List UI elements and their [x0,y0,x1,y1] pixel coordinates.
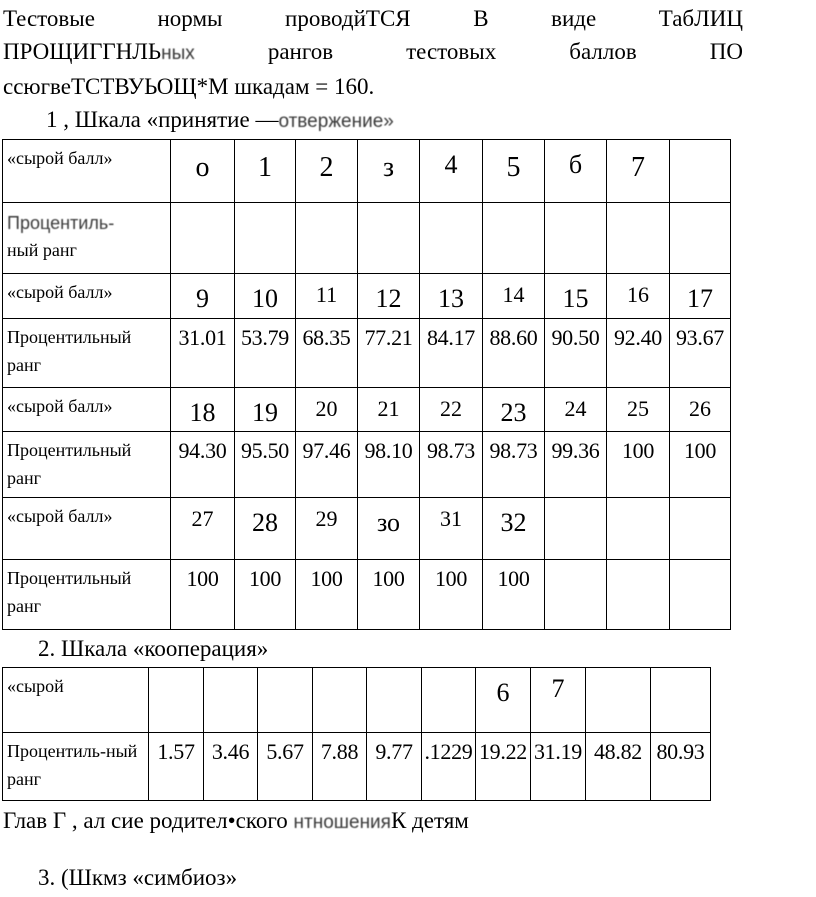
raw-score-label: «сырой балл» [3,498,171,560]
table-row [3,140,731,203]
table-cell: 100 [670,432,731,498]
table-cell: 5.67 [258,733,313,801]
table-cell: о [171,140,235,203]
table-cell [420,203,483,274]
table-cell: 100 [420,560,483,630]
intro-word: ТабЛИЦ [658,6,743,31]
footer-text: Глав Г , ал сие родител•ского [3,808,288,833]
table-cell: 100 [235,560,296,630]
scale2-heading: 2. Шкала «кооперация» [38,636,269,661]
percentile-label: Процентиль-ный ранг [3,733,149,801]
intro-word [3,35,195,70]
table-cell: 17 [670,274,731,319]
intro-line-1 [3,2,743,35]
table-cell [204,668,258,733]
intro-paragraph [3,2,743,103]
table-cell: 9 [171,274,235,319]
table-cell: 80.93 [651,733,711,801]
table-cell [586,668,651,733]
blurred-fragment: Процентиль- [7,213,115,233]
table-cell [296,203,358,274]
blurred-fragment: отвержение» [278,111,394,132]
table-row [3,498,731,560]
table-cell: 90.50 [545,319,607,388]
table-row [3,733,711,801]
intro-word: проводйТСЯ [285,6,411,31]
intro-word: рангов [267,39,334,64]
raw-score-label: «сырой балл» [3,274,171,319]
intro-word: баллов [569,39,637,64]
percentile-label [3,203,171,274]
table-cell: 23 [483,388,545,432]
table-cell [545,498,607,560]
intro-word: виде [551,6,597,31]
table-cell [670,560,731,630]
table-cell: 48.82 [586,733,651,801]
scale2-table [2,667,711,801]
table-cell: 18 [171,388,235,432]
table-cell: 24 [545,388,607,432]
table-cell: 2 [296,140,358,203]
table-cell: з [358,140,420,203]
table-cell: 9.77 [367,733,422,801]
table-cell [149,668,204,733]
scale1-heading [46,107,394,133]
scale1-table [2,139,731,630]
table-cell: 31 [420,498,483,560]
intro-line-3: ссюгвеТСТВУЬОЩ*М шкадам = 160. [3,74,375,99]
table-cell [651,668,711,733]
table-cell: 16 [607,274,670,319]
table-cell: 100 [483,560,545,630]
table-cell: 25 [607,388,670,432]
table-cell: 29 [296,498,358,560]
table-cell [607,203,670,274]
table-cell: 11 [296,274,358,319]
percentile-label: Процентильный ранг [3,432,171,498]
table-cell: .1229 [422,733,476,801]
table-cell: 20 [296,388,358,432]
footer-line-1 [3,808,469,834]
table-cell: 32 [483,498,545,560]
percentile-label-part [7,207,168,235]
raw-score-label: «сырой балл» [3,140,171,203]
table-cell: 94.30 [171,432,235,498]
table-cell: 93.67 [670,319,731,388]
percentile-label: Процентильный ранг [3,560,171,630]
table-cell: 6 [476,668,531,733]
table-cell: 15 [545,274,607,319]
raw-score-label: «сырой [3,668,149,733]
table-cell: 100 [358,560,420,630]
table-cell: 3.46 [204,733,258,801]
intro-word: Тестовые [3,6,95,31]
blurred-fragment: нтношения [293,812,391,833]
table-cell: 98.10 [358,432,420,498]
table-cell [367,668,422,733]
table-cell: 10 [235,274,296,319]
table-cell [258,668,313,733]
table-cell [422,668,476,733]
intro-word: В [473,6,489,31]
table-cell: 14 [483,274,545,319]
intro-word: ПО [709,39,743,64]
footer-line-2: 3. (Шкмз «симбиоз» [38,865,238,890]
table-cell [313,668,367,733]
table-cell: 7 [531,668,586,733]
table-cell: 31.01 [171,319,235,388]
table-cell: 28 [235,498,296,560]
table-cell: 84.17 [420,319,483,388]
table-cell: б [545,140,607,203]
table-cell: 19 [235,388,296,432]
intro-word: нормы [157,6,223,31]
table-cell: 95.50 [235,432,296,498]
table-cell: 98.73 [420,432,483,498]
table-cell: 19.22 [476,733,531,801]
percentile-label: Процентильный ранг [3,319,171,388]
table-cell: 12 [358,274,420,319]
table-cell: 27 [171,498,235,560]
footer-text: К детям [390,808,469,833]
table-cell [235,203,296,274]
table-cell: 92.40 [607,319,670,388]
table-cell: зо [358,498,420,560]
table-cell: 53.79 [235,319,296,388]
intro-word-part: ПРОЩИГГНЛЬ [3,39,162,64]
table-row [3,432,731,498]
table-cell [545,560,607,630]
table-cell: 100 [607,432,670,498]
table-cell [358,203,420,274]
table-cell: 1 [235,140,296,203]
table-row [3,203,731,274]
table-cell: 13 [420,274,483,319]
intro-line-2 [3,35,743,70]
table-cell: 1.57 [149,733,204,801]
table-cell [670,140,731,203]
table-cell [171,203,235,274]
table-row [3,274,731,319]
table-cell [545,203,607,274]
percentile-label-part: ный ранг [7,240,77,260]
table-cell: 26 [670,388,731,432]
blurred-fragment: ных [161,43,195,64]
table-cell: 88.60 [483,319,545,388]
table-cell: 21 [358,388,420,432]
table-row [3,388,731,432]
table-cell: 4 [420,140,483,203]
table-cell [607,498,670,560]
table-row [3,319,731,388]
table-cell: 31.19 [531,733,586,801]
table-cell: 7.88 [313,733,367,801]
table-cell: 22 [420,388,483,432]
table-cell: 7 [607,140,670,203]
table-cell: 99.36 [545,432,607,498]
table-cell: 100 [296,560,358,630]
table-cell [670,203,731,274]
table-cell: 98.73 [483,432,545,498]
table-cell [483,203,545,274]
table-cell: 100 [171,560,235,630]
table-cell: 5 [483,140,545,203]
intro-word: тестовых [406,39,497,64]
table-cell: 77.21 [358,319,420,388]
table-cell [607,560,670,630]
table-cell: 97.46 [296,432,358,498]
raw-score-label: «сырой балл» [3,388,171,432]
table-row [3,668,711,733]
table-cell: 68.35 [296,319,358,388]
table-cell [670,498,731,560]
table-row [3,560,731,630]
scale1-heading-text: 1 , Шкала «принятие — [46,107,279,132]
